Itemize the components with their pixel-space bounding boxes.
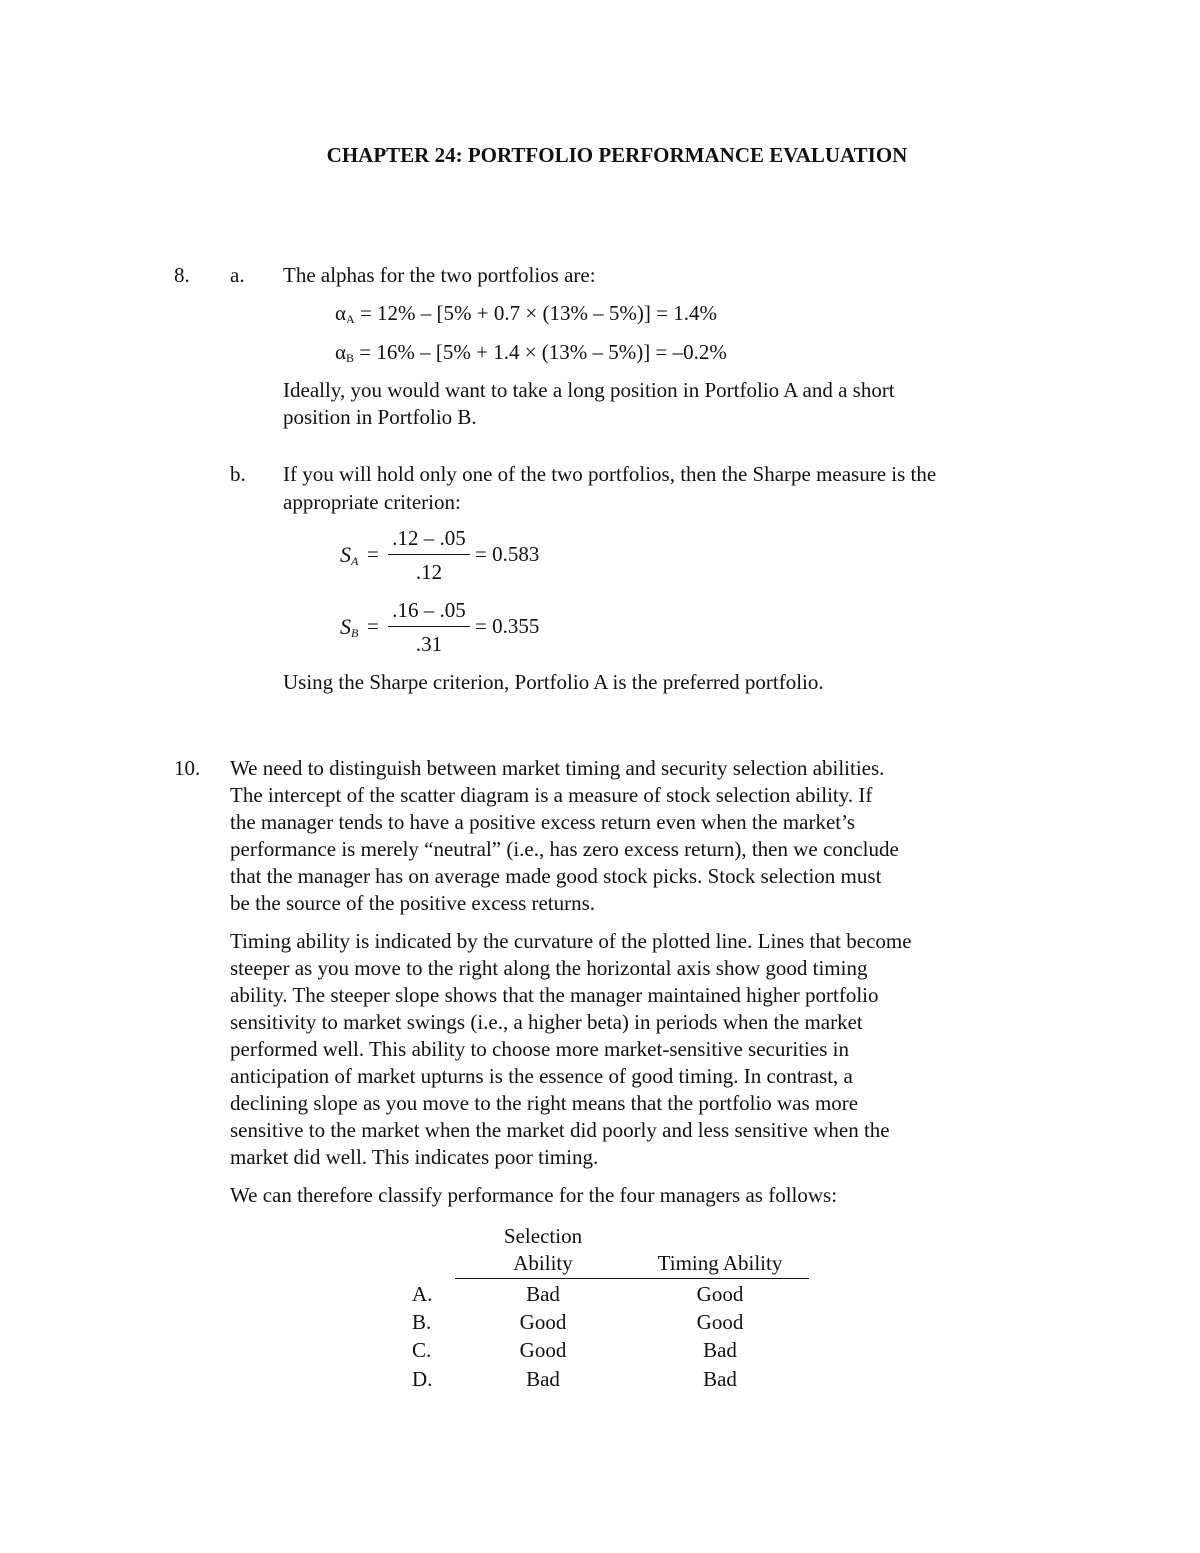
sharpe-a-subscript: A	[351, 554, 359, 568]
alpha-a-expression: = 12% – [5% + 0.7 × (13% – 5%)] = 1.4%	[354, 301, 717, 325]
sharpe-b-result: = 0.355	[475, 614, 540, 638]
question-8b-text-line1: If you will hold only one of the two portfolios, then the Sharpe measure is the	[283, 462, 937, 486]
sharpe-b-denominator: .31	[415, 632, 443, 657]
question-10-number: 10.	[174, 756, 201, 780]
q10-para2-line: ability. The steeper slope shows that the manager maintained higher portfolio	[230, 983, 879, 1007]
table-header-rule	[455, 1278, 809, 1279]
sharpe-b-equals: =	[367, 614, 379, 638]
sharpe-b-symbol: S	[340, 614, 351, 639]
q10-para2-line: Timing ability is indicated by the curvature of the plotted line. Lines that become	[230, 929, 912, 953]
table-row-manager: C.	[412, 1338, 432, 1362]
question-8a-conclusion-line1: Ideally, you would want to take a long position in Portfolio A and a short	[283, 378, 895, 402]
table-row-manager: A.	[412, 1282, 433, 1306]
q10-para2-line: sensitive to the market when the market did poorly and less sensitive when the	[230, 1118, 890, 1142]
sharpe-a-denominator: .12	[415, 560, 443, 585]
sharpe-a-numerator: .12 – .05	[392, 526, 466, 550]
question-8a-label: a.	[230, 263, 245, 287]
table-header-timing: Timing Ability	[657, 1251, 783, 1275]
q10-para1-line: be the source of the positive excess returns.	[230, 891, 596, 915]
alpha-a-subscript: A	[346, 312, 355, 326]
sharpe-b-symbol-group	[340, 614, 358, 640]
table-row-selection: Good	[519, 1310, 567, 1334]
table-row-timing: Bad	[703, 1367, 737, 1391]
q10-para1-line: the manager tends to have a positive excess return even when the market’s	[230, 810, 856, 834]
question-8b-text-line2: appropriate criterion:	[283, 490, 461, 514]
table-row-manager: B.	[412, 1310, 432, 1334]
table-row-manager: D.	[412, 1367, 433, 1391]
sharpe-a-symbol: S	[340, 542, 351, 567]
alpha-b-equation	[335, 340, 727, 365]
q10-para2-line: performed well. This ability to choose more market-sensitive securities in	[230, 1037, 849, 1061]
question-8b-label: b.	[230, 462, 246, 486]
sharpe-b-fraction	[388, 597, 470, 658]
sharpe-a-result: = 0.583	[475, 542, 540, 566]
alpha-a-equation	[335, 301, 717, 326]
alpha-a-symbol: α	[335, 301, 347, 325]
q10-para3: We can therefore classify performance for the four managers as follows:	[230, 1183, 838, 1207]
q10-para2-line: market did well. This indicates poor timing.	[230, 1145, 599, 1169]
table-row-selection: Bad	[526, 1367, 560, 1391]
alpha-b-expression: = 16% – [5% + 1.4 × (13% – 5%)] = –0.2%	[354, 340, 727, 364]
table-header-selection-line1: Selection	[503, 1224, 583, 1248]
question-8a-intro: The alphas for the two portfolios are:	[283, 263, 596, 287]
question-8a-conclusion-line2: position in Portfolio B.	[283, 405, 477, 429]
alpha-b-symbol: α	[335, 340, 347, 364]
sharpe-b-subscript: B	[351, 626, 359, 640]
q10-para1-line: The intercept of the scatter diagram is a measure of stock selection ability. If	[230, 783, 873, 807]
fraction-bar	[388, 626, 470, 627]
q10-para1-line: We need to distinguish between market timing and security selection abilities.	[230, 756, 885, 780]
q10-para1-line: performance is merely “neutral” (i.e., has zero excess return), then we conclude	[230, 837, 899, 861]
alpha-b-subscript: B	[346, 351, 355, 365]
q10-para2-line: anticipation of market upturns is the essence of good timing. In contrast, a	[230, 1064, 853, 1088]
q10-para1-line: that the manager has on average made good stock picks. Stock selection must	[230, 864, 882, 888]
table-row-selection: Good	[519, 1338, 567, 1362]
table-row-timing: Good	[696, 1310, 744, 1334]
page-title: CHAPTER 24: PORTFOLIO PERFORMANCE EVALUATION	[326, 143, 908, 167]
q10-para2-line: steeper as you move to the right along the horizontal axis show good timing	[230, 956, 868, 980]
table-header-selection-line2: Ability	[513, 1251, 573, 1275]
sharpe-a-symbol-group	[340, 542, 358, 568]
table-row-timing: Good	[696, 1282, 744, 1306]
table-row-timing: Bad	[703, 1338, 737, 1362]
sharpe-b-numerator: .16 – .05	[392, 598, 466, 622]
q10-para2-line: sensitivity to market swings (i.e., a higher beta) in periods when the market	[230, 1010, 863, 1034]
sharpe-a-fraction	[388, 525, 470, 586]
q10-para2-line: declining slope as you move to the right means that the portfolio was more	[230, 1091, 859, 1115]
question-8-number: 8.	[174, 263, 190, 287]
fraction-bar	[388, 554, 470, 555]
sharpe-a-equals: =	[367, 542, 379, 566]
question-8b-conclusion: Using the Sharpe criterion, Portfolio A is the preferred portfolio.	[283, 670, 824, 694]
table-row-selection: Bad	[526, 1282, 560, 1306]
